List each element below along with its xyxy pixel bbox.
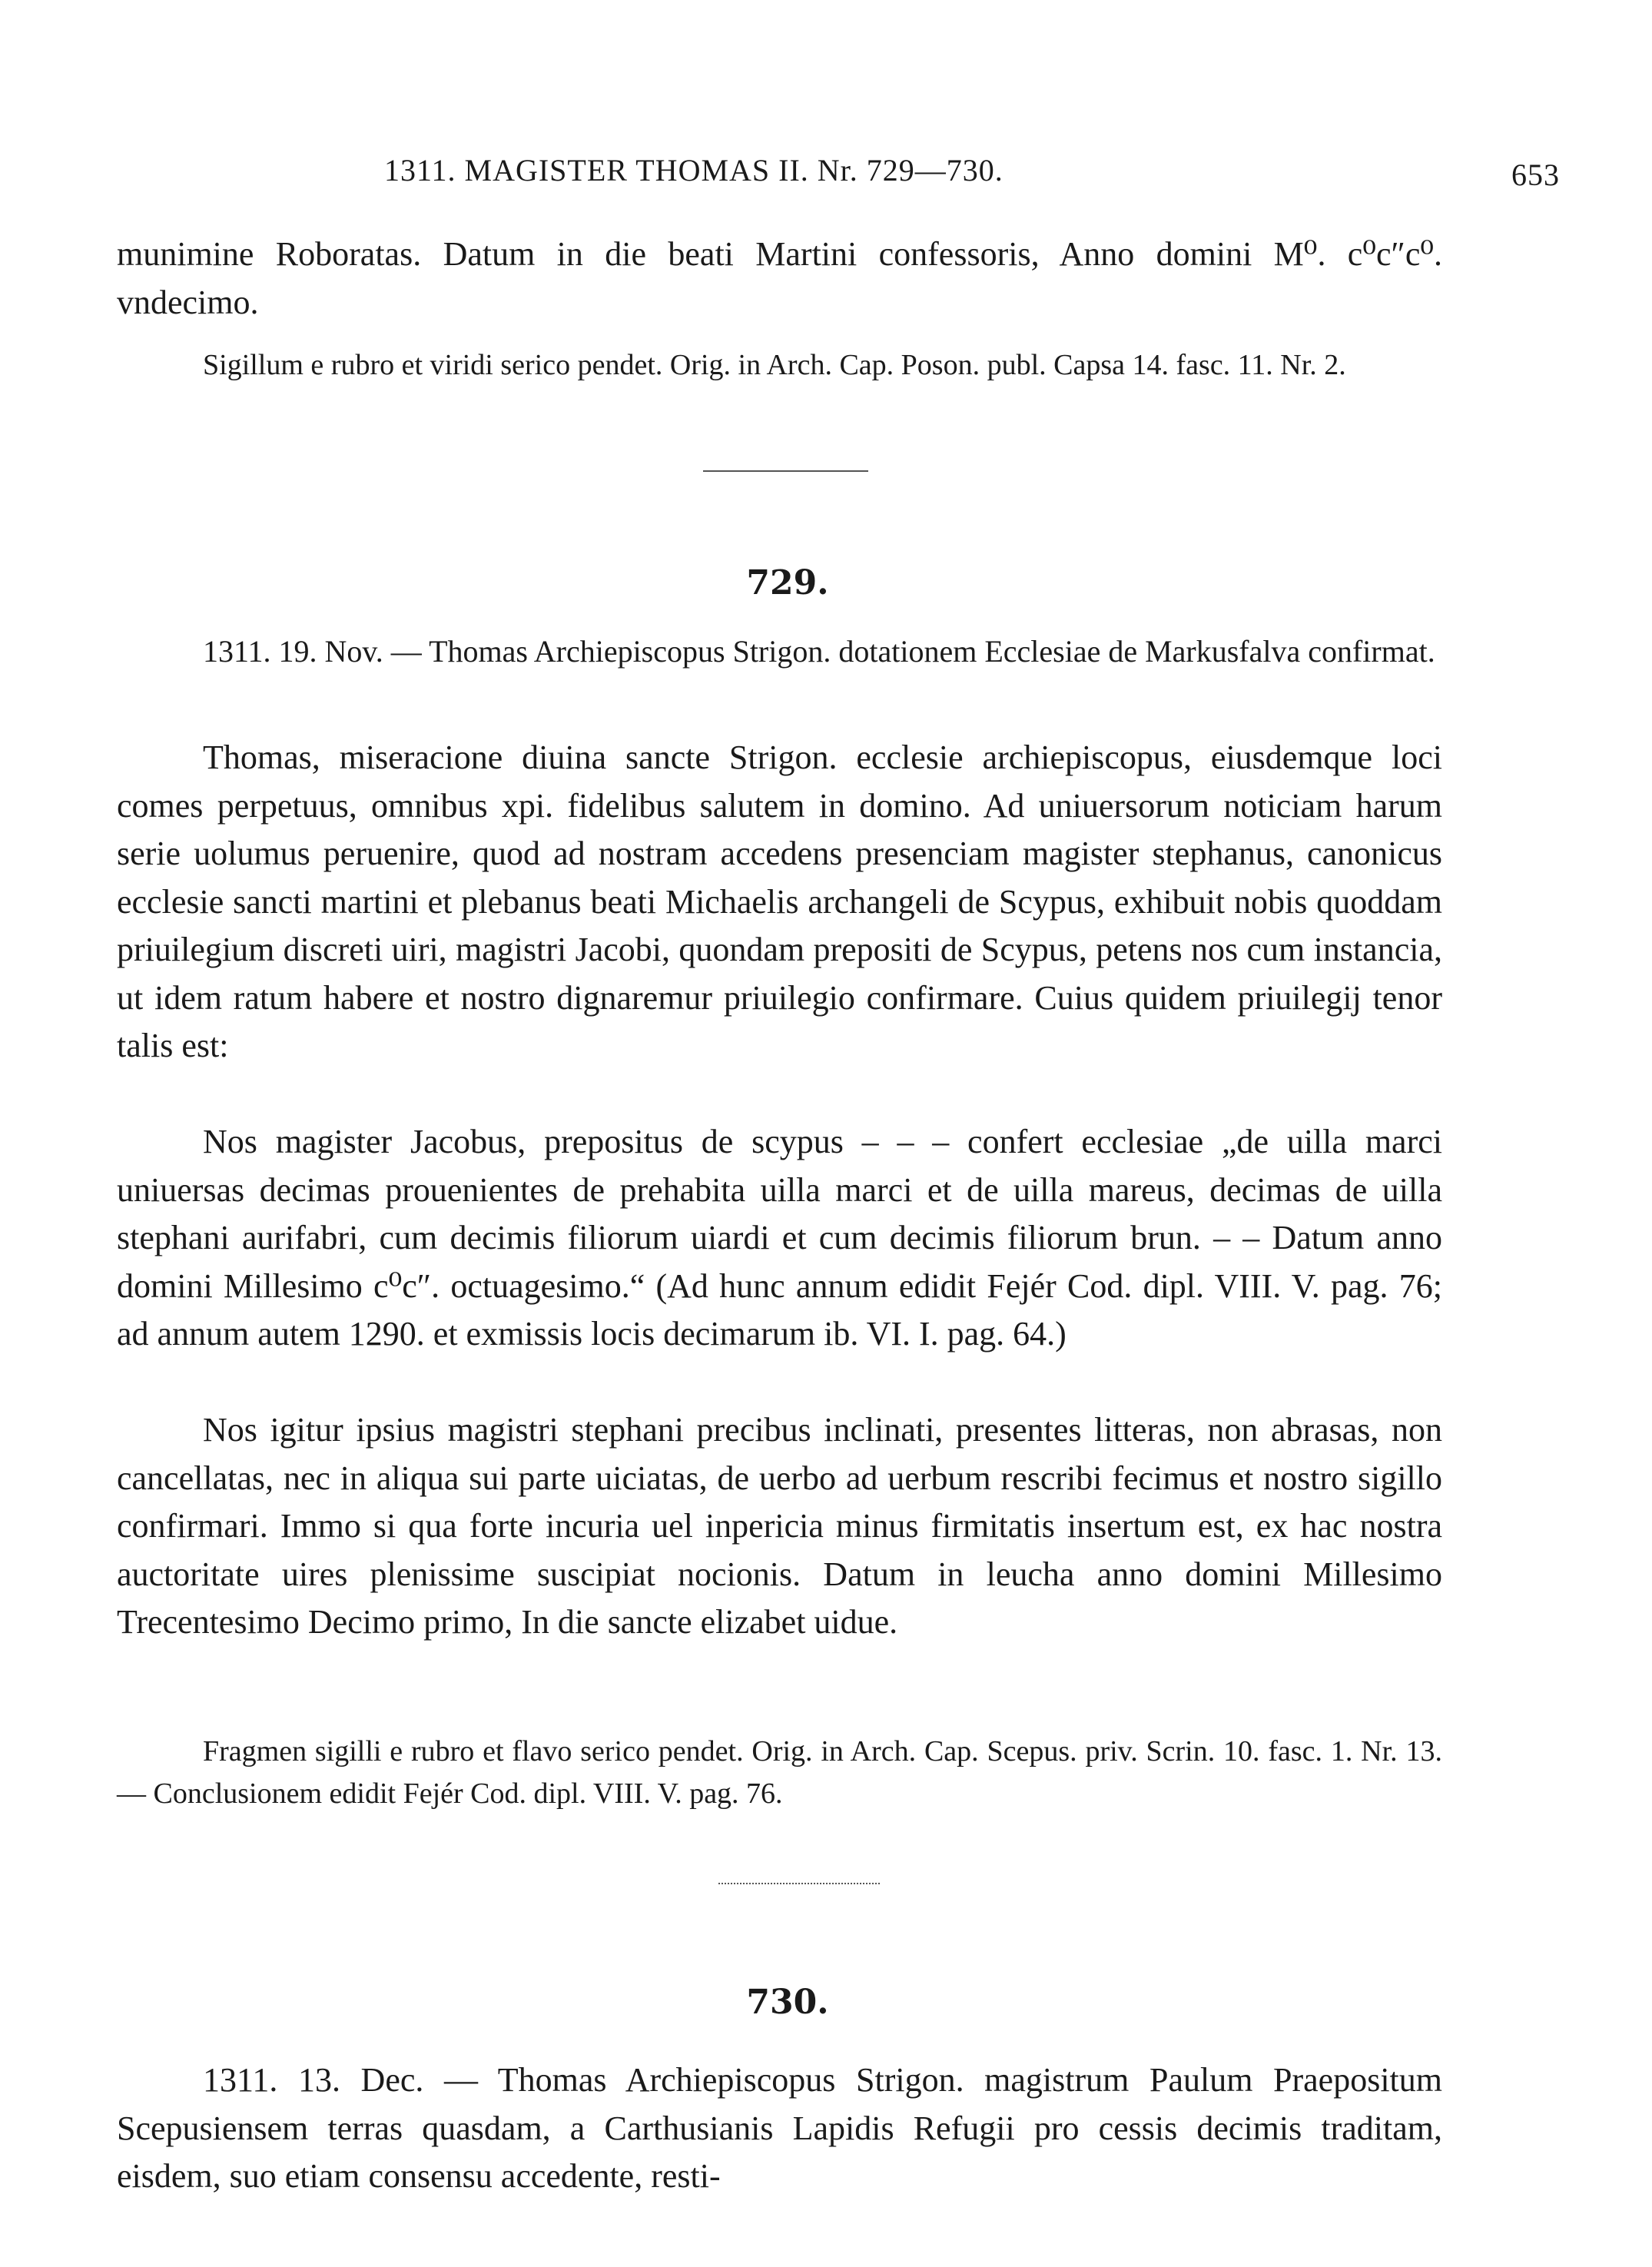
section-divider	[718, 1883, 880, 1884]
running-head	[115, 152, 1560, 191]
doc729-paragraph-3: Nos igitur ipsius magistri stephani precibus inclinati, presentes litteras, non abrasas, non cancellatas, nec in aliqua sui parte uiciatas, de uerbo ad uerbum rescribi fecimus et nostro sigillo confirmari. Immo si qua forte incuria uel inpericia minus firmitatis insertum est, ex hac nostra auctoritate uires plenissime suscipiat nocionis. Datum in leucha anno domini Millesimo Trecentesimo Decimo primo, In die sancte elizabet uidue.	[117, 1411, 1442, 1641]
doc730-summary: 1311. 13. Dec. — Thomas Archiepiscopus Strigon. magistrum Paulum Praepositum Scepusiensem terras quasdam, a Carthusianis Lapidis Refugii pro cessis decimis traditam, eisdem, suo etiam consensu accedente, resti-	[117, 2061, 1442, 2195]
doc729-paragraph-1: Thomas, miseracione diuina sancte Strigon. ecclesie archiepiscopus, eiusdemque loci comes perpetuus, omnibus xpi. fidelibus salutem in domino. Ad uniuersorum noticiam harum serie uolumus peruenire, quod ad nostram accedens presenciam magister stephanus, canonicus ecclesie sancti martini et plebanus beati Michaelis archangeli de Scypus, exhibuit nobis quoddam priuilegium discreti uiri, magistri Jacobi, quondam prepositi de Scypus, petens nos cum instancia, ut idem ratum habere et nostro dignaremur priuilegio confirmare. Cuius quidem priuilegij tenor talis est:	[117, 739, 1442, 1064]
document-number-730: 730.	[746, 1983, 829, 2022]
section-divider	[703, 470, 868, 472]
running-head-title: 1311. MAGISTER THOMAS II. Nr. 729—730.	[384, 153, 1003, 188]
doc729-paragraph-2: Nos magister Jacobus, prepositus de scypus – – – confert ecclesiae „de uilla marci uniuersas decimas prouenientes de prehabita uilla marci et de uilla mareus, decimas de uilla stephani aurifabri, cum decimis filiorum uiardi et cum decimis filiorum brun. – – Datum anno domini Millesimo c⁰c″. octuagesimo.“ (Ad hunc annum edidit Fejér Cod. dipl. VIII. V. pag. 76; ad annum autem 1290. et exmissis locis decimarum ib. VI. I. pag. 64.)	[117, 1123, 1442, 1353]
document-number-729: 729.	[746, 563, 829, 602]
continuation-text: munimine Roboratas. Datum in die beati Martini confessoris, Anno domini M⁰. c⁰c″c⁰. vndecimo.	[117, 235, 1442, 321]
doc729-summary: 1311. 19. Nov. — Thomas Archiepiscopus Strigon. dotationem Ecclesiae de Markusfalva confirmat.	[203, 634, 1435, 669]
continuation-note: Sigillum e rubro et viridi serico pendet. Orig. in Arch. Cap. Poson. publ. Capsa 14. fasc. 11. Nr. 2.	[203, 349, 1346, 381]
page-number: 653	[1511, 158, 1560, 192]
doc729-note: Fragmen sigilli e rubro et flavo serico pendet. Orig. in Arch. Cap. Scepus. priv. Scrin. 10. fasc. 1. Nr. 13. — Conclusionem edidit Fejér Cod. dipl. VIII. V. pag. 76.	[117, 1735, 1442, 1810]
